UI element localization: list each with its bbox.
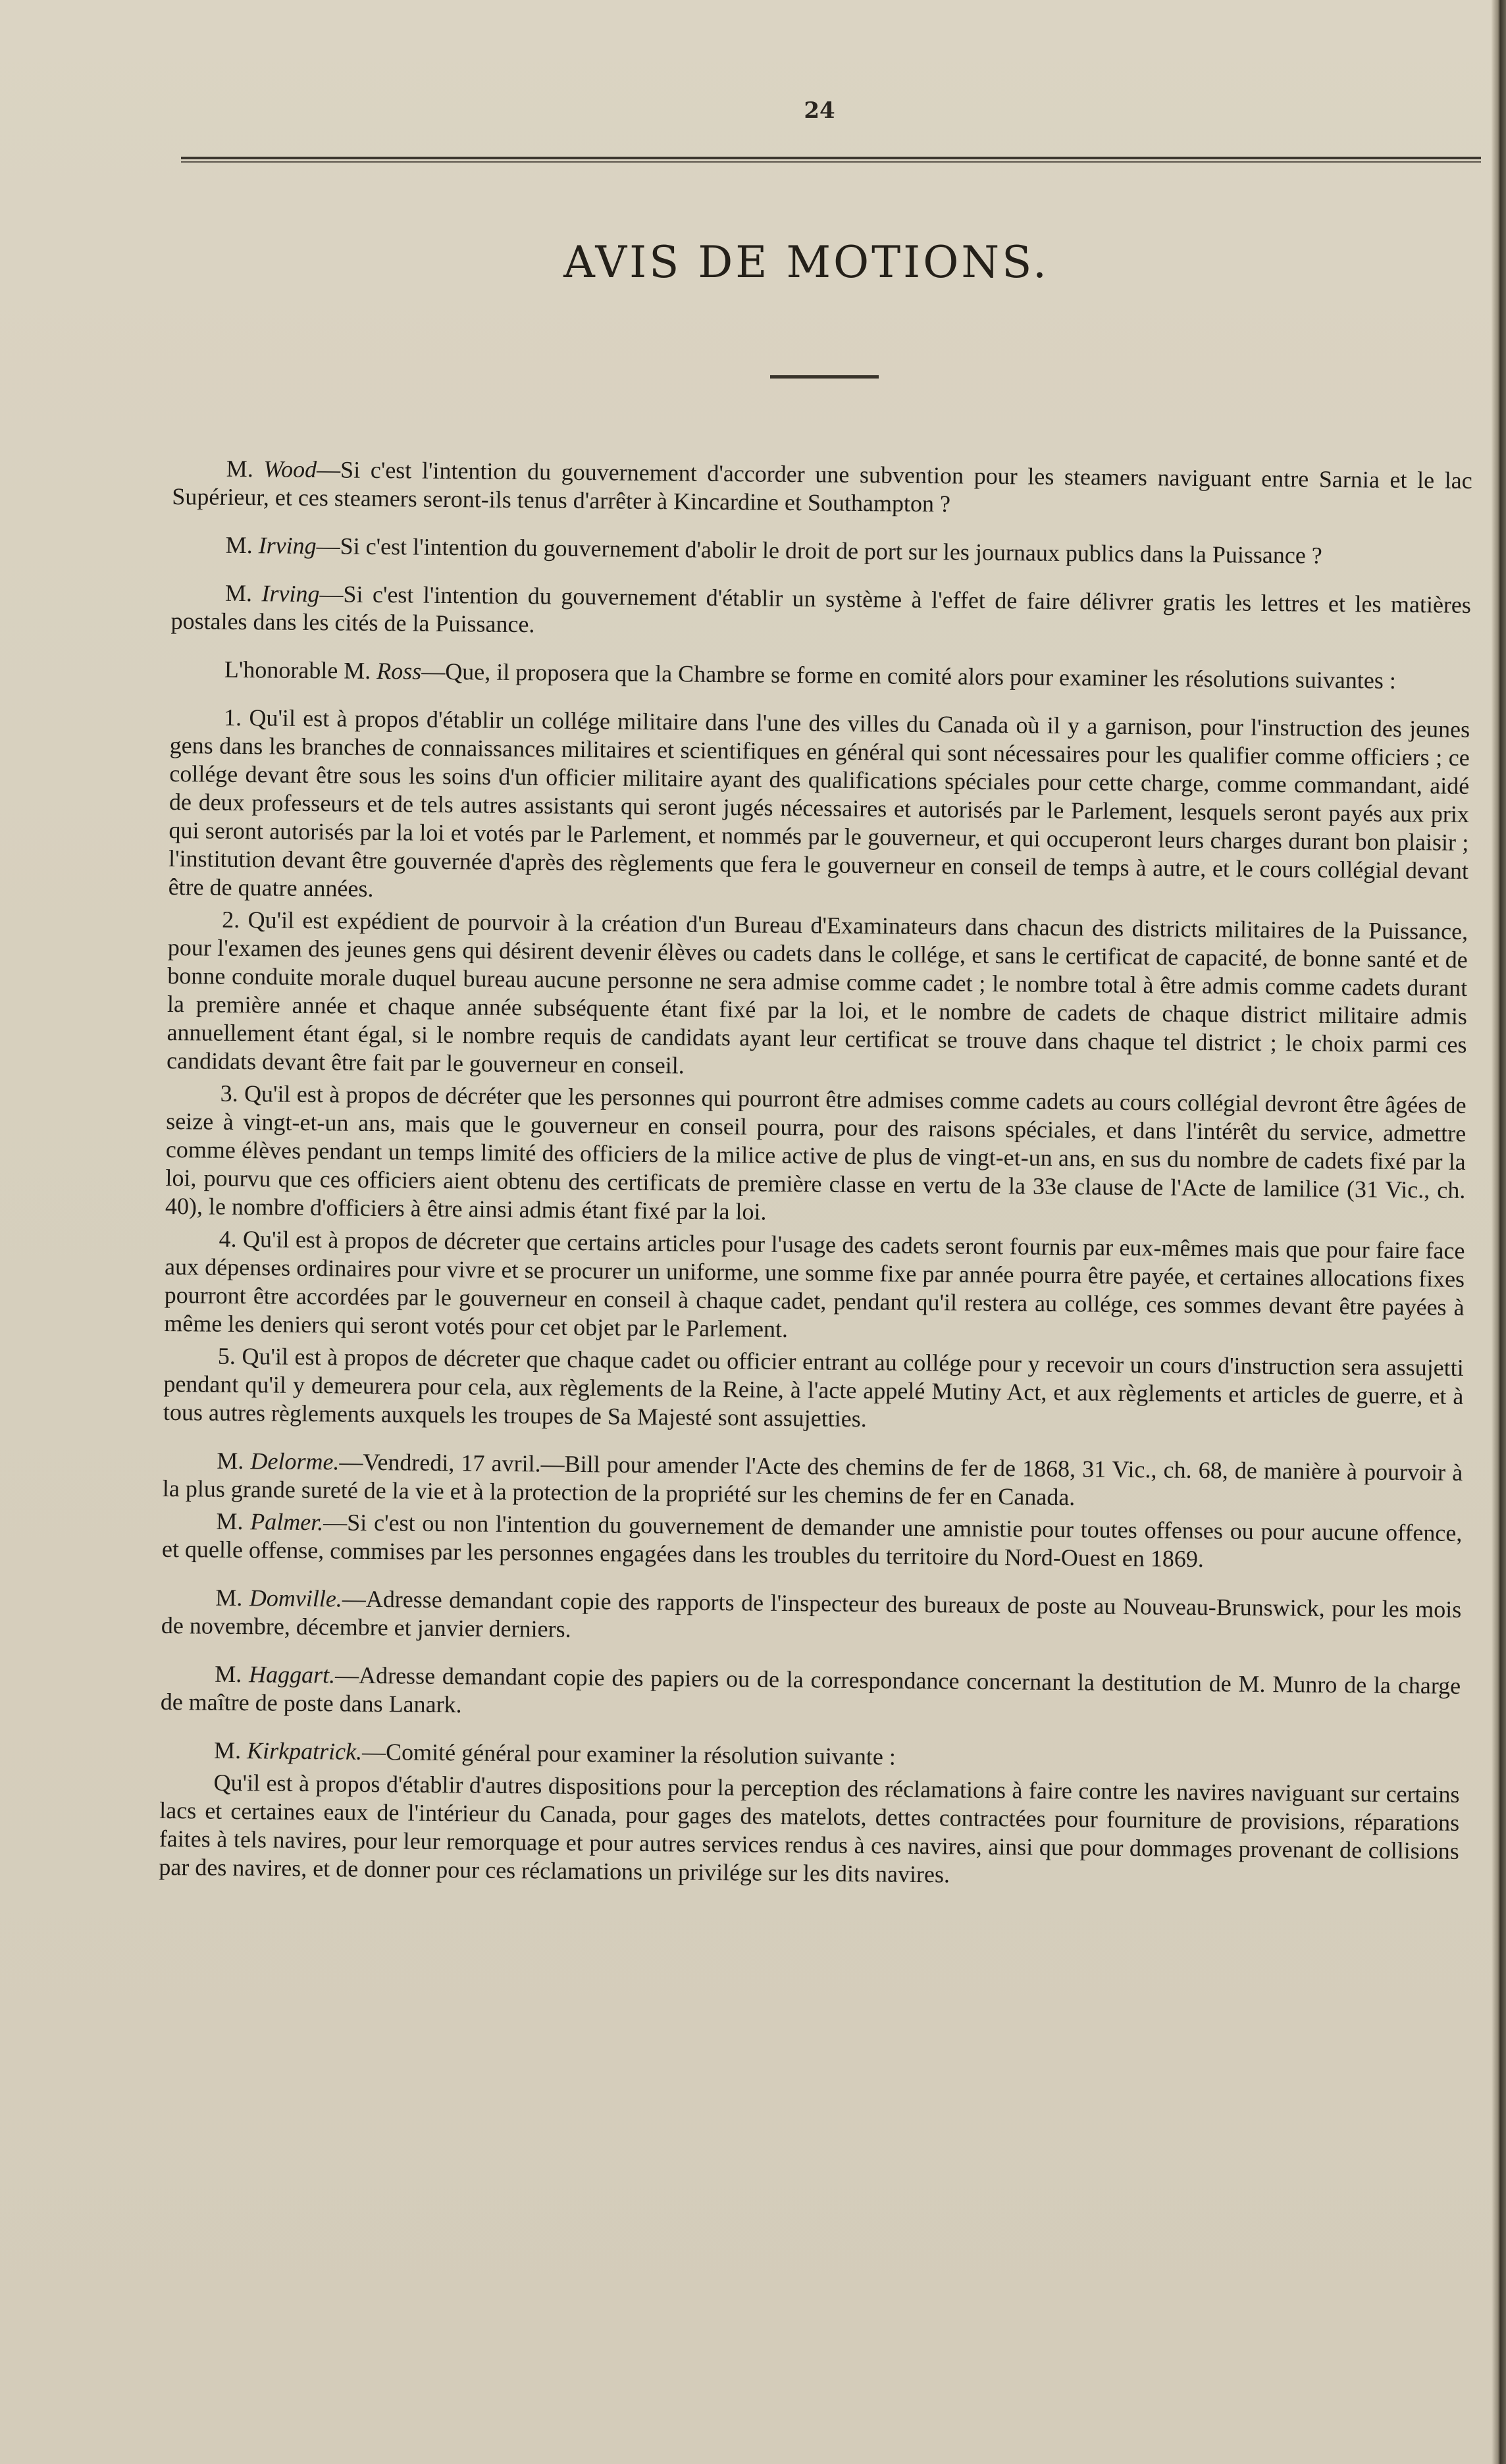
member-name: Wood: [263, 456, 317, 483]
motions-body: [159, 454, 1472, 1914]
member-name: Ross: [376, 657, 422, 685]
resolution-5: 5. Qu'il est à propos de décreter que chaque cadet ou officier entrant au collége pour y recevoir un cours d'instruction sera assujetti pendant qu'il y demeurera pour cela, aux règlements de la Reine, à l'acte appelé Mutiny Act, et aux règlements et articles de guerre, et à tous autres règlements auxquels les troupes de Sa Majesté sont assujetties.: [163, 1342, 1464, 1432]
member-name: Haggart.: [248, 1661, 336, 1689]
motion-wood: M. Wood—Si c'est l'intention du gouvernement d'accorder une subvention pour les steamers naviguant entre Sarnia et le lac Supérieur, et ces steamers seront-ils tenus d'arrêter à Kincardine et Southampton ?: [172, 455, 1472, 517]
resolution-3: 3. Qu'il est à propos de décréter que les personnes qui pourront être admises comme cadets au cours collégial devront être âgées de seize à vingt-et-un ans, mais que le gouverneur en conseil pourra, pour des raisons spéciales, et dans l'intérêt du service, admettre comme élèves pendant un temps limité des officiers de la milice active de plus de vingt-et-un ans, en sus du nombre de cadets fixé par la loi, pourvu que ces officiers aient obtenu des certificats de première classe en vertu de la 33e clause de l'Acte de lamilice (31 Vic., ch. 40), le nombre d'officiers à être ainsi admis étant fixé par la loi.: [165, 1080, 1467, 1225]
page-edge-shadow: [1492, 0, 1506, 2464]
resolution-2: 2. Qu'il est expédient de pourvoir à la création d'un Bureau d'Examinateurs dans chacun des districts militaires de la Puissance, pour l'examen des jeunes gens qui désirent devenir élèves ou cadets dans le collége, et sans le certificat de capacité, de bonne santé et de bonne conduite morale duquel bureau aucune personne ne sera admise comme cadet ; le nombre total à être admis comme cadets durant la première année et chaque année subséquente étant fixé par la loi, et le nombre de cadets de chaque district militaire admis annuellement étant égal, si le nombre requis de candidats ayant leur certificat se trouve dans chaque tel district ; le choix parmi ces candidats devant être fait par le gouverneur en conseil.: [166, 906, 1468, 1079]
member-name: Irving: [261, 580, 320, 608]
resolution-1: 1. Qu'il est à propos d'établir un collége militaire dans l'une des villes du Canada où il y a garnison, pour l'instruction des jeunes gens dans les branches de connaissances militaires et scientifiques en général qui sont nécessaires pour les qualifier comme officiers ; ce collége devant être sous les soins d'un officier militaire ayant des qualifications spéciales pour cette charge, comme commandant, aidé de deux professeurs et de tels autres assistants qui seront jugés nécessaires et autorisés par le Parlement, lesquels seront payés aux prix qui seront autorisés par la loi et votés par le Parlement, et nommés par le gouverneur, et qui occuperont leurs charges durant bon plaisir ; l'institution devant être gouvernée d'après des règlements que fera le gouverneur en conseil de temps à autre, et le cours collégial devant être de quatre années.: [168, 704, 1470, 902]
motion-palmer: M. Palmer.—Si c'est ou non l'intention du gouvernement de demander une amnistie pour toutes offenses ou pour aucune offence, et quelle offense, commises par les personnes engagées dans les troubles du territoire du Nord-Ouest en 1869.: [161, 1507, 1463, 1573]
motion-haggart: M. Haggart.—Adresse demandant copie des papiers ou de la correspondance concernant la destitution de M. Munro de la charge de maître de poste dans Lanark.: [160, 1660, 1461, 1718]
member-name: Domville.: [249, 1585, 342, 1612]
member-name: Irving: [258, 532, 317, 560]
member-name: Palmer.: [250, 1508, 324, 1536]
page-number: 24: [804, 97, 835, 124]
heading-divider: [770, 375, 879, 379]
member-name: Delorme.: [250, 1448, 340, 1475]
motion-kirkpatrick: M. Kirkpatrick.—Comité général pour examiner la résolution suivante :: [213, 1737, 896, 1770]
motion-irving-1: M. Irving—Si c'est l'intention du gouvernement d'abolir le droit de port sur les journaux publics dans la Puissance ?: [225, 531, 1322, 569]
member-name: Kirkpatrick.: [246, 1737, 363, 1765]
motion-irving-2: M. Irving—Si c'est l'intention du gouvernement d'établir un système à l'effet de faire délivrer gratis les lettres et les matières postales dans les cités de la Puissance.: [170, 579, 1472, 638]
resolution-4: 4. Qu'il est à propos de décreter que certains articles pour l'usage des cadets seront fournis par eux-mêmes mais que pour faire face aux dépenses ordinaires pour vivre et se procurer un uniforme, une somme fixe par année pourra être payée, et certaines allocations fixes pourront être accordées par le gouverneur en conseil à chaque cadet, pendant qu'il restera au collége, ces sommes devant être payées à même les deniers qui seront votés pour cet objet par le Parlement.: [164, 1225, 1465, 1343]
motion-domville: M. Domville.—Adresse demandant copie des rapports de l'inspecteur des bureaux de poste au Nouveau-Brunswick, pour les mois de novembre, décembre et janvier derniers.: [161, 1584, 1462, 1642]
motion-ross: L'honorable M. Ross—Que, il proposera que la Chambre se forme en comité alors pour examiner les résolutions suivantes :: [224, 656, 1397, 694]
header-rule: [181, 157, 1481, 163]
section-heading: AVIS DE MOTIONS.: [563, 237, 1049, 288]
resolution-kirkpatrick: Qu'il est à propos d'établir d'autres dispositions pour la perception des réclamations à faire contre les navires naviguant sur certains lacs et certaines eaux de l'intérieur du Canada, pour gages des matelots, dettes contractées pour fourniture de provisions, réparations faites à tels navires, pour leur remorquage et pour autres services rendus à ces navires, ainsi que pour dommages provenant de collisions par des navires, et de donner pour ces réclamations un privilége sur les dits navires.: [159, 1769, 1460, 1888]
motion-delorme: M. Delorme.—Vendredi, 17 avril.—Bill pour amender l'Acte des chemins de fer de 1868, 31 Vic., ch. 68, de manière à pourvoir à la plus grande sureté de la vie et à la protection de la propriété sur les chemins de fer en Canada.: [162, 1447, 1463, 1511]
